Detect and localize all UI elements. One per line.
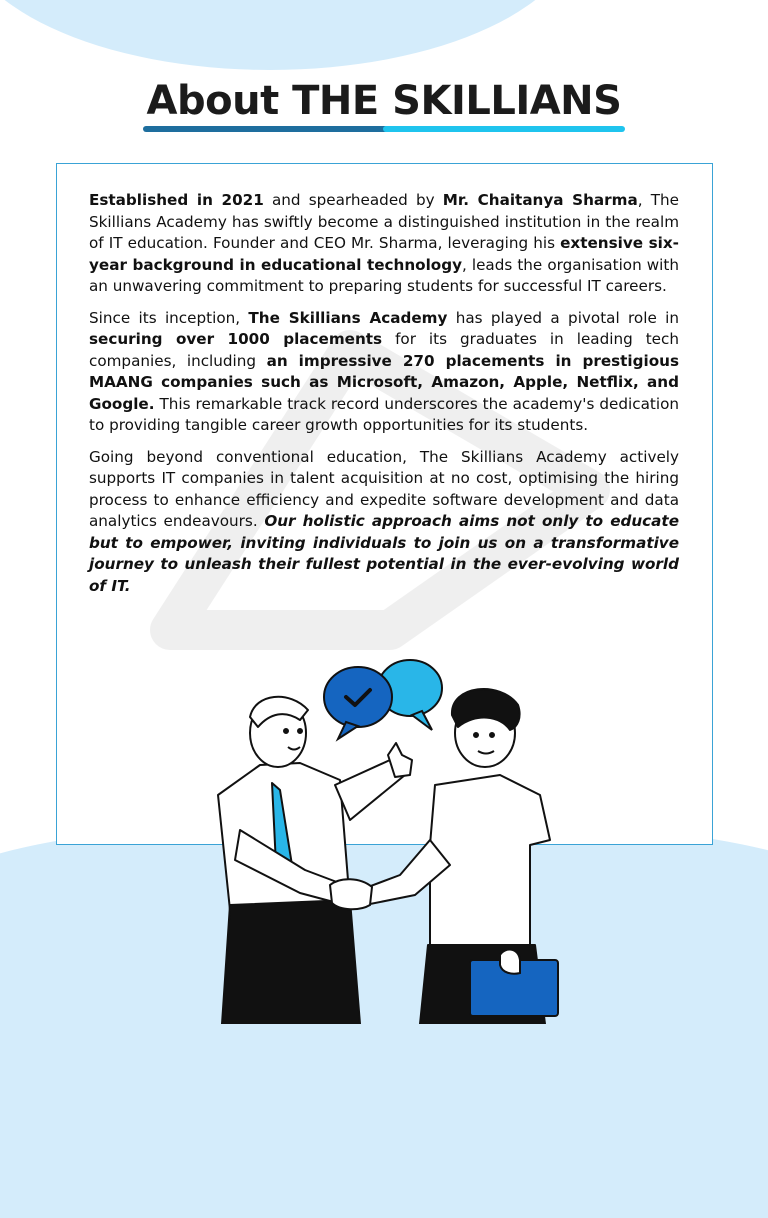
page-title: About THE SKILLIANS bbox=[146, 78, 622, 124]
text-span: , leads the organisation with an unwavering commitment to preparing students for successful IT careers. bbox=[89, 255, 679, 295]
bold-founder-name: Mr. Chaitanya Sharma bbox=[442, 191, 638, 209]
top-background-blob bbox=[0, 0, 580, 70]
handshake-icon bbox=[330, 879, 372, 909]
text-span: , The Skillians Academy has swiftly become a distinguished institution in the realm of IT education. Founder and CEO Mr. Sharma, leveraging his bbox=[89, 191, 679, 252]
title-underline-dark bbox=[143, 126, 388, 132]
bold-italic-mission: Our holistic approach aims not only to educate but to empower, inviting individuals to join us on a transformative journey to unleash their fullest potential in the ever-evolving world of IT. bbox=[89, 512, 679, 595]
text-span: and spearheaded by bbox=[263, 191, 443, 209]
text-span: has played a pivotal role in bbox=[447, 308, 679, 327]
paragraph-founding bbox=[89, 190, 679, 298]
bold-placements: securing over 1000 placements bbox=[89, 330, 383, 348]
left-person bbox=[218, 697, 412, 1024]
bold-academy-name: The Skillians Academy bbox=[248, 308, 448, 327]
chat-bubble-check-icon bbox=[324, 667, 392, 739]
text-span: Since its inception, bbox=[89, 308, 249, 327]
about-text bbox=[89, 190, 679, 607]
paragraph-mission bbox=[89, 447, 679, 598]
text-span: Going beyond conventional education, The Skillians Academy actively supports IT companies in talent acquisition at no cost, optimising the hiring process to enhance efficiency and expedite software development and data analytics endeavours. bbox=[89, 447, 679, 530]
title-underline-light bbox=[383, 126, 625, 132]
handshake-illustration bbox=[200, 655, 570, 1024]
paragraph-placements bbox=[89, 308, 679, 437]
bold-maang: an impressive 270 placements in prestigious MAANG companies such as Microsoft, Amazon, Apple, Netflix, and Google. bbox=[89, 351, 680, 413]
folder-icon bbox=[470, 950, 558, 1016]
text-span: This remarkable track record underscores the academy's dedication to providing tangible career growth opportunities for its students. bbox=[89, 394, 679, 434]
bold-background: extensive six-year background in educational technology bbox=[89, 234, 679, 274]
text-span: for its graduates in leading tech companies, including bbox=[89, 330, 679, 370]
bold-established: Established in 2021 bbox=[89, 191, 264, 209]
